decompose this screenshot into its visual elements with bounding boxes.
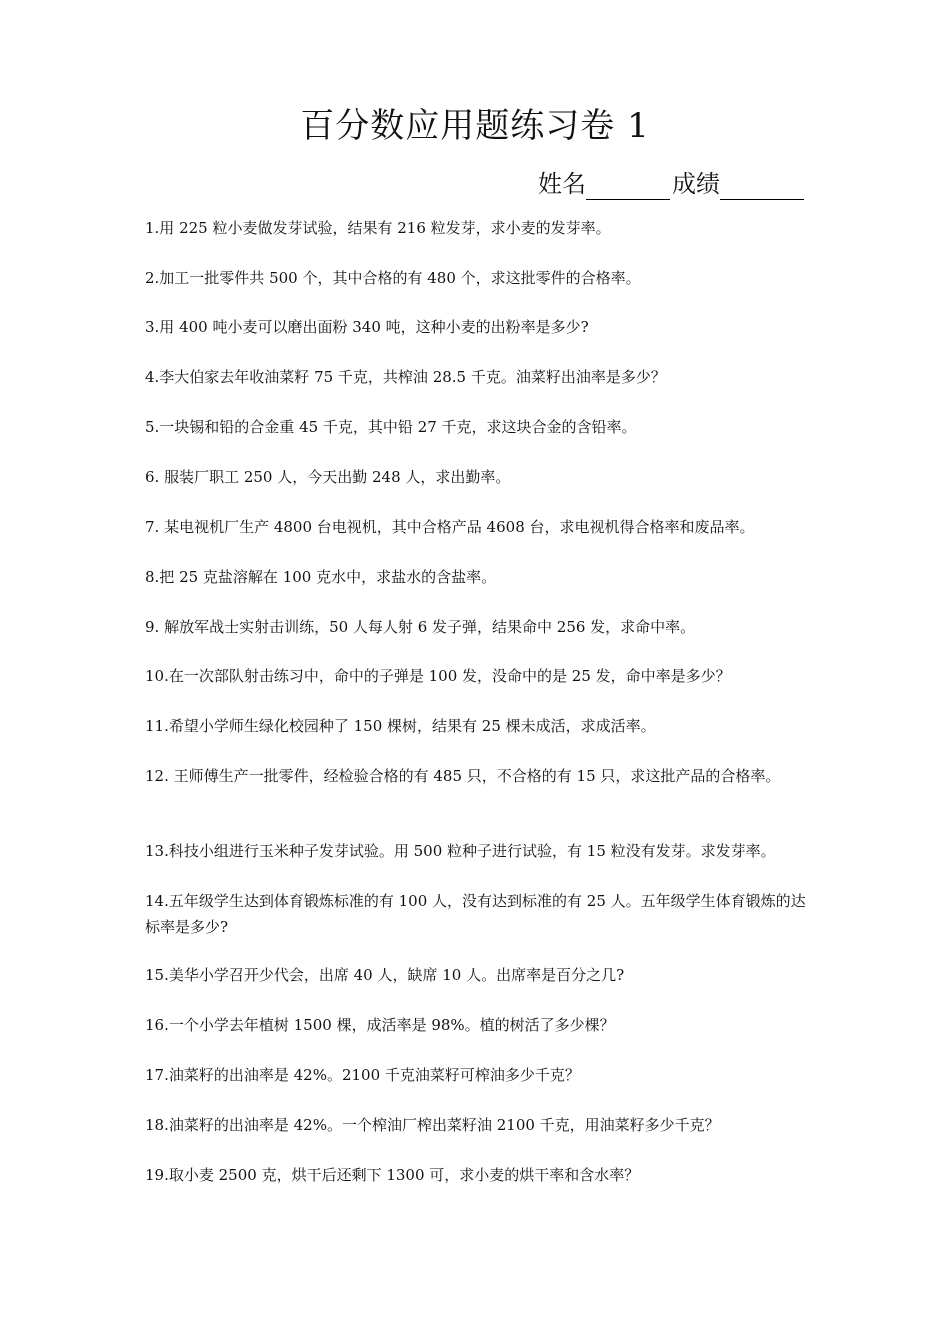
question-3: 3.用 400 吨小麦可以磨出面粉 340 吨，这种小麦的出粉率是多少? (145, 318, 589, 336)
name-score-bar (538, 168, 806, 200)
name-label: 姓名 (538, 170, 586, 198)
question-13: 13.科技小组进行玉米种子发芽试验。用 500 粒种子进行试验，有 15 粒没有发芽。求发芽率。 (145, 842, 776, 860)
question-4: 4.李大伯家去年收油菜籽 75 千克，共榨油 28.5 千克。油菜籽出油率是多少？ (145, 368, 666, 386)
question-15: 15.美华小学召开少代会，出席 40 人，缺席 10 人。出席率是百分之几? (145, 966, 625, 984)
question-14: 14.五年级学生达到体育锻炼标准的有 100 人，没有达到标准的有 25 人。五年级学生体育锻炼的达标率是多少? (145, 892, 806, 936)
score-label: 成绩 (672, 170, 720, 198)
question-12: 12. 王师傅生产一批零件，经检验合格的有 485 只，不合格的有 15 只，求这批产品的合格率。 (145, 767, 781, 785)
question-19: 19.取小麦 2500 克，烘干后还剩下 1300 可，求小麦的烘干率和含水率？ (145, 1166, 640, 1184)
question-10: 10.在一次部队射击练习中，命中的子弹是 100 发，没命中的是 25 发，命中率是多少？ (145, 667, 731, 685)
question-18: 18.油菜籽的出油率是 42%。一个榨油厂榨出菜籽油 2100 千克，用油菜籽多少千克？ (145, 1116, 720, 1134)
question-17: 17.油菜籽的出油率是 42%。2100 千克油菜籽可榨油多少千克？ (145, 1066, 580, 1084)
question-9: 9. 解放军战士实射击训练，50 人每人射 6 发子弹，结果命中 256 发，求命中率。 (145, 618, 696, 636)
name-blank-line (586, 169, 670, 200)
page-title: 百分数应用题练习卷 1 (300, 106, 650, 146)
question-1: 1.用 225 粒小麦做发芽试验，结果有 216 粒发芽，求小麦的发芽率。 (145, 219, 611, 237)
question-5: 5.一块锡和铅的合金重 45 千克，其中铅 27 千克，求这块合金的含铅率。 (145, 418, 637, 436)
question-6: 6. 服装厂职工 250 人，今天出勤 248 人，求出勤率。 (145, 468, 511, 486)
question-7: 7. 某电视机厂生产 4800 台电视机，其中合格产品 4608 台，求电视机得合格率和废品率。 (145, 518, 755, 536)
question-2: 2.加工一批零件共 500 个，其中合格的有 480 个，求这批零件的合格率。 (145, 269, 641, 287)
question-16: 16.一个小学去年植树 1500 棵，成活率是 98%。植的树活了多少棵？ (145, 1016, 615, 1034)
score-blank-line (720, 169, 804, 200)
question-11: 11.希望小学师生绿化校园种了 150 棵树，结果有 25 棵未成活，求成活率。 (145, 717, 656, 735)
question-8: 8.把 25 克盐溶解在 100 克水中，求盐水的含盐率。 (145, 568, 497, 586)
